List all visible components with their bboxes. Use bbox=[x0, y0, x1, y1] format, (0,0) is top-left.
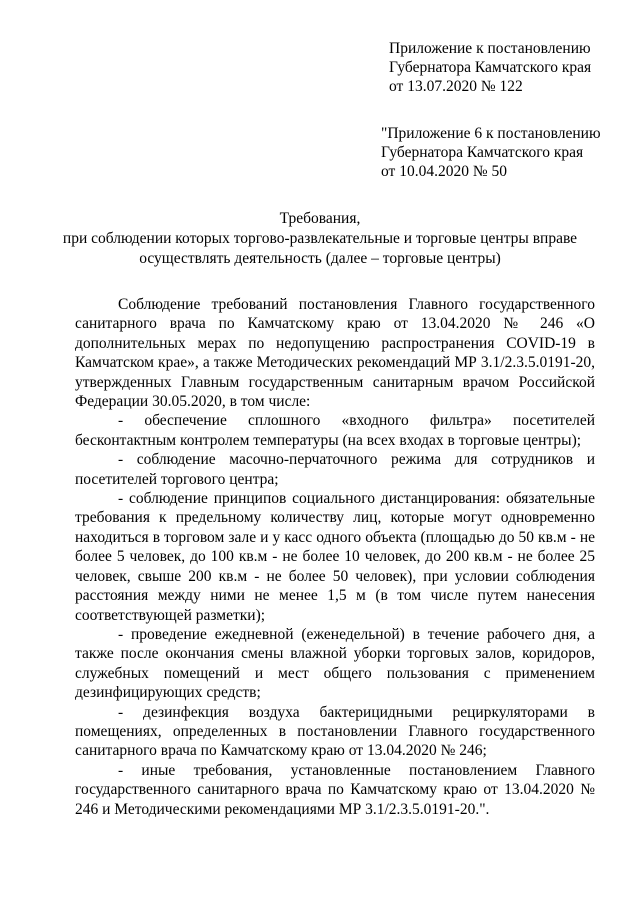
requirement-item: - обеспечение сплошного «входного фильтра» посетителей бесконтактным контролем температуры (на всех входах в торговые центры); bbox=[75, 412, 595, 449]
requirement-item: - иные требования, установленные постановлением Главного государственного санитарного врача по Камчатскому краю от 13.04.2020 № 246 и Методическими рекомендациями МР 3.1/2.3.5.0191-20.". bbox=[75, 761, 595, 818]
title-line: осуществлять деятельность (далее – торговые центры) bbox=[139, 250, 501, 267]
appendix-line: Приложение к постановлению bbox=[389, 40, 591, 57]
requirement-item: - соблюдение принципов социального дистанцирования: обязательные требования к предельному количеству лиц, которые могут одновременно находиться в торговом зале и у касс одного объекта (площадью до 50 кв.м - не более 5 человек, до 100 кв.м - не более 10 человек, до 200 кв.м - не более 25 человек, свыше 200 кв.м - не более 50 человек), при условии соблюдения расстояния между ними не менее 1,5 м (в том числе путем нанесения соответствующей разметки); bbox=[75, 490, 595, 624]
intro-paragraph: Соблюдение требований постановления Главного государственного санитарного врача по Камчатскому краю от 13.04.2020 № 246 «О дополнительных мерах по недопущению распространения COVID-19 в Камчатском крае», а также Методических рекомендаций МР 3.1/2.3.5.0191-20, утвержденных Главным государственным санитарным врачом Российской Федерации 30.05.2020, в том числе: bbox=[75, 296, 595, 411]
title-heading: Требования, bbox=[279, 210, 361, 227]
appendix-line: Губернатора Камчатского края bbox=[381, 144, 584, 161]
appendix-header bbox=[389, 39, 591, 96]
appendix-line: "Приложение 6 к постановлению bbox=[381, 125, 601, 142]
document-title bbox=[60, 209, 580, 269]
appendix-6-header bbox=[381, 124, 601, 181]
appendix-line: Губернатора Камчатского края bbox=[389, 59, 592, 76]
requirement-item: - дезинфекция воздуха бактерицидными рециркуляторами в помещениях, определенных в постановлении Главного государственного санитарного врача по Камчатскому краю от 13.04.2020 № 246; bbox=[75, 703, 595, 760]
appendix-line: от 10.04.2020 № 50 bbox=[381, 163, 507, 180]
requirement-item: - проведение ежедневной (еженедельной) в течение рабочего дня, а также после окончания смены влажной уборки торговых залов, коридоров, служебных помещений и мест общего пользования с применением дезинфицирующих средств; bbox=[75, 625, 595, 702]
appendix-line: от 13.07.2020 № 122 bbox=[389, 78, 523, 95]
document-body bbox=[75, 295, 595, 819]
title-line: при соблюдении которых торгово-развлекательные и торговые центры вправе bbox=[62, 230, 578, 247]
requirement-item: - соблюдение масочно-перчаточного режима для сотрудников и посетителей торгового центра; bbox=[75, 451, 595, 488]
